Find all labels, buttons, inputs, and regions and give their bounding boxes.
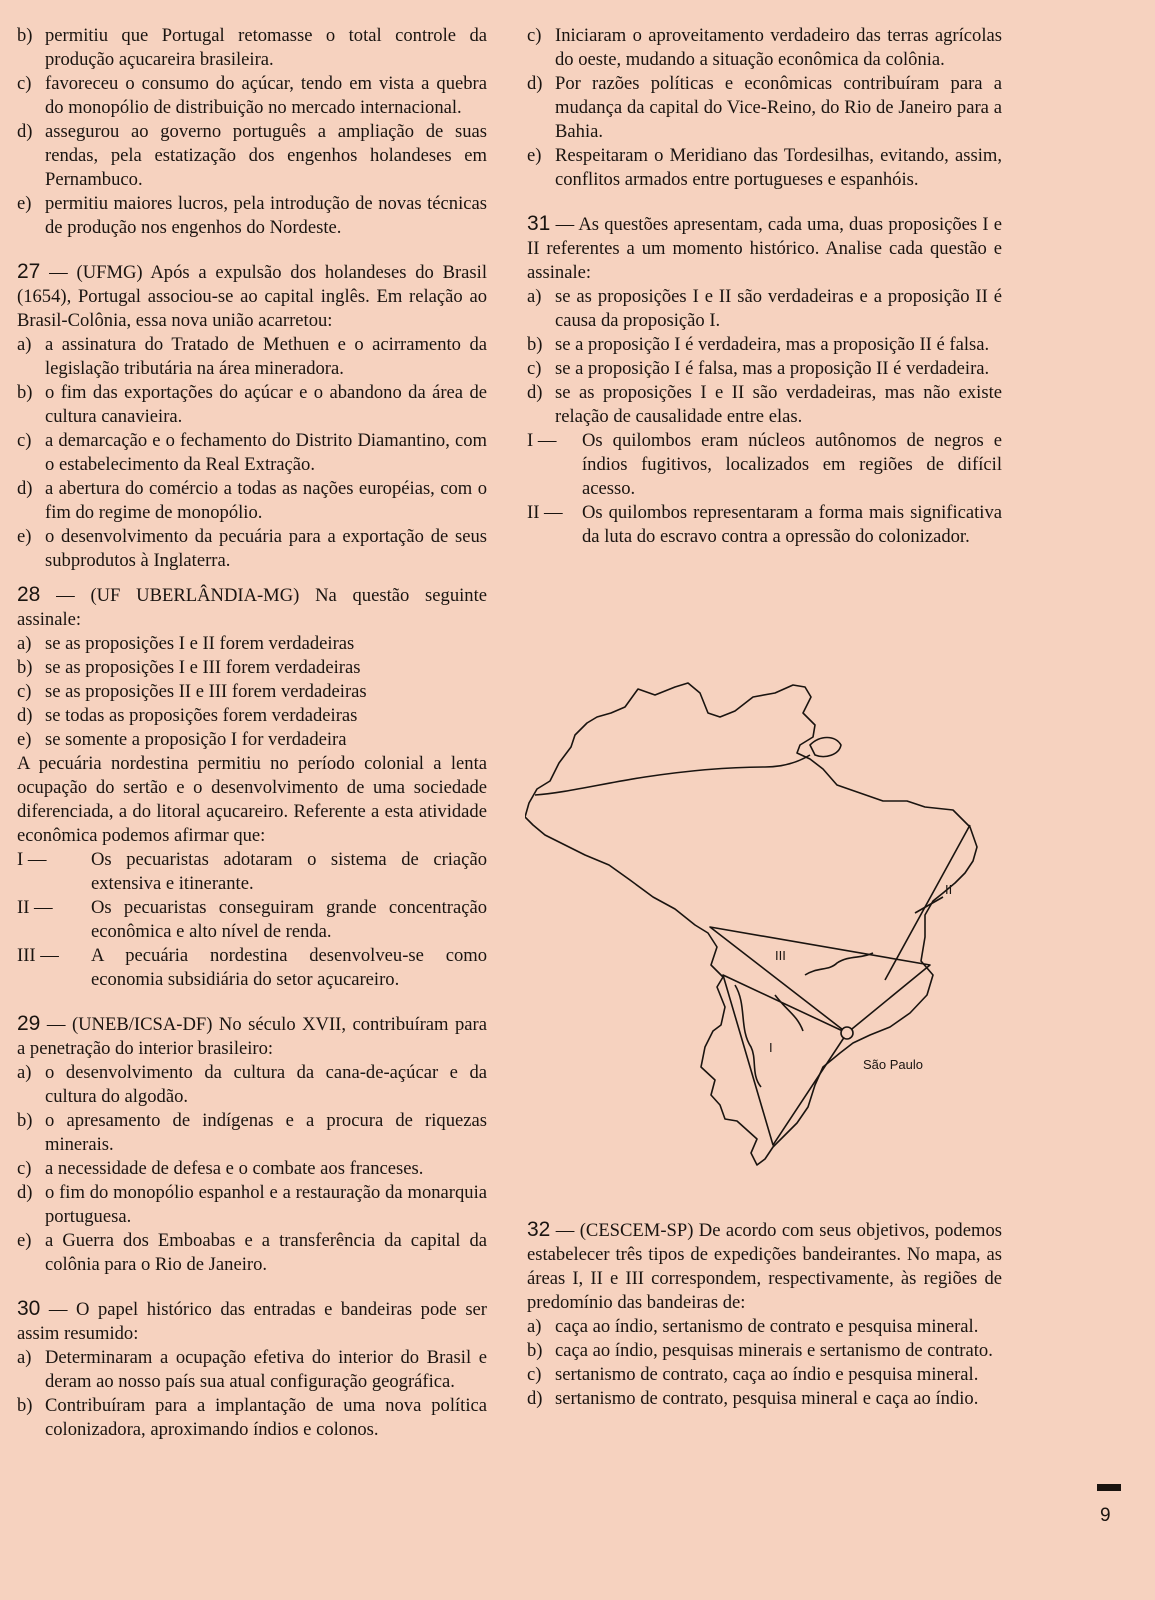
question-28 <box>17 583 487 992</box>
question-32 <box>527 1218 1002 1411</box>
marajo-island <box>810 738 841 757</box>
option: d) Por razões políticas e econômicas contribuíram para a mudança da capital do Vice-Reino, do Rio de Janeiro para a Bahia. <box>527 73 1002 142</box>
option: a) o desenvolvimento da cultura da cana-de-açúcar e da cultura do algodão. <box>17 1062 487 1107</box>
page-number-bar <box>1097 1484 1121 1491</box>
question-stem: 27 — (UFMG) Após a expulsão dos holandeses do Brasil (1654), Portugal associou-se ao capital inglês. Em relação ao Brasil-Colônia, essa nova união acarretou: <box>17 260 487 331</box>
option: c) Iniciaram o aproveitamento verdadeiro das terras agrícolas do oeste, mudando a situação econômica da colônia. <box>527 25 1002 70</box>
option: e) permitiu maiores lucros, pela introdução de novas técnicas de produção nos engenhos do Nordeste. <box>17 193 487 238</box>
region-label-I: I <box>769 1040 773 1055</box>
option: c) sertanismo de contrato, caça ao índio e pesquisa mineral. <box>527 1364 979 1385</box>
option: e) o desenvolvimento da pecuária para a exportação de seus subprodutos à Inglaterra. <box>17 526 487 571</box>
question-30 <box>17 1297 487 1442</box>
question-number: 30 <box>17 1297 41 1320</box>
option: b) permitiu que Portugal retomasse o total controle da produção açucareira brasileira. <box>17 25 487 70</box>
page-number: 9 <box>1100 1505 1111 1526</box>
right-column <box>527 24 1002 549</box>
option: e) a Guerra dos Emboabas e a transferência da capital da colônia para o Rio de Janeiro. <box>17 1230 487 1275</box>
option: d) a abertura do comércio a todas as nações européias, com o fim do regime de monopólio. <box>17 478 487 523</box>
proposition: II — Os quilombos representaram a forma mais significativa da luta do escravo contra a opressão do colonizador. <box>527 502 1002 547</box>
question-number: 32 <box>527 1218 551 1241</box>
question-intro: A pecuária nordestina permitiu no período colonial a lenta ocupação do sertão e o desenvolvimento de uma sociedade diferenciada, a do litoral açucareiro. Referente a esta atividade econômica podemos afirmar que: <box>17 753 487 846</box>
option: b) o apresamento de indígenas e a procura de riquezas minerais. <box>17 1110 487 1155</box>
question-29 <box>17 1012 487 1277</box>
proposition: III — A pecuária nordestina desenvolveu-se como economia subsidiária do setor açucareiro. <box>17 945 487 990</box>
option: a) caça ao índio, sertanismo de contrato e pesquisa mineral. <box>527 1316 979 1337</box>
option: e) Respeitaram o Meridiano das Tordesilhas, evitando, assim, conflitos armados entre portugueses e espanhóis. <box>527 145 1002 190</box>
option: a) Determinaram a ocupação efetiva do interior do Brasil e deram ao nosso país sua atual configuração geográfica. <box>17 1347 487 1392</box>
river-south <box>775 995 803 1031</box>
question-stem: 30 — O papel histórico das entradas e bandeiras pode ser assim resumido: <box>17 1297 487 1344</box>
question-27 <box>17 260 487 573</box>
option: c) se a proposição I é falsa, mas a proposição II é verdadeira. <box>527 358 990 379</box>
option: c) a necessidade de defesa e o combate aos franceses. <box>17 1158 424 1179</box>
option: b) se as proposições I e III forem verdadeiras <box>17 657 361 678</box>
option: b) o fim das exportações do açúcar e o abandono da área de cultura canavieira. <box>17 382 487 427</box>
option: c) favoreceu o consumo do açúcar, tendo em vista a quebra do monopólio de distribuição no mercado internacional. <box>17 73 487 118</box>
region-II-boundary <box>885 825 970 980</box>
bandeiras-map <box>525 675 995 1195</box>
region-label-II: II <box>945 882 953 897</box>
option: d) se as proposições I e II são verdadeiras, mas não existe relação de causalidade entre elas. <box>527 382 1002 427</box>
question-26-options <box>17 24 487 240</box>
option: c) se as proposições II e III forem verdadeiras <box>17 681 367 702</box>
question-number: 28 <box>17 583 41 606</box>
amazon-river <box>535 755 810 795</box>
question-number: 29 <box>17 1012 41 1035</box>
question-stem: 32 — (CESCEM-SP) De acordo com seus objetivos, podemos estabelecer três tipos de expedições bandeirantes. No mapa, as áreas I, II e III correspondem, respectivamente, às regiões de predomínio das bandeiras de: <box>527 1218 1002 1313</box>
question-stem: 31 — As questões apresentam, cada uma, duas proposições I e II referentes a um momento histórico. Analise cada questão e assinale: <box>527 212 1002 283</box>
option: c) a demarcação e o fechamento do Distrito Diamantino, com o estabelecimento da Real Extração. <box>17 430 487 475</box>
question-30-options-cont <box>527 24 1002 192</box>
option: a) a assinatura do Tratado de Methuen e o acirramento da legislação tributária na área mineradora. <box>17 334 487 379</box>
option: b) se a proposição I é verdadeira, mas a proposição II é falsa. <box>527 334 990 355</box>
question-stem: 29 — (UNEB/ICSA-DF) No século XVII, contribuíram para a penetração do interior brasileiro: <box>17 1012 487 1059</box>
option: d) se todas as proposições forem verdadeiras <box>17 705 358 726</box>
river-tiete <box>805 953 873 975</box>
sao-paulo-label: São Paulo <box>863 1057 923 1072</box>
option: b) Contribuíram para a implantação de uma nova política colonizadora, aproximando índios e colonos. <box>17 1395 487 1440</box>
option: b) caça ao índio, pesquisas minerais e sertanismo de contrato. <box>527 1340 993 1361</box>
option: e) se somente a proposição I for verdadeira <box>17 729 347 750</box>
option: a) se as proposições I e II são verdadeiras e a proposição II é causa da proposição I. <box>527 286 1002 331</box>
river-parana <box>735 985 761 1087</box>
region-label-III: III <box>775 948 786 963</box>
option: d) sertanismo de contrato, pesquisa mineral e caça ao índio. <box>527 1388 979 1409</box>
question-stem: 28 — (UF UBERLÂNDIA-MG) Na questão seguinte assinale: <box>17 583 487 630</box>
proposition: I — Os quilombos eram núcleos autônomos de negros e índios fugitivos, localizados em regiões de difícil acesso. <box>527 430 1002 499</box>
brazil-outline <box>525 683 977 1165</box>
option: d) o fim do monopólio espanhol e a restauração da monarquia portuguesa. <box>17 1182 487 1227</box>
question-number: 27 <box>17 260 41 283</box>
left-column <box>17 24 487 1442</box>
option: d) assegurou ao governo português a ampliação de suas rendas, pela estatização dos engenhos holandeses em Pernambuco. <box>17 121 487 190</box>
question-number: 31 <box>527 212 551 235</box>
proposition: I — Os pecuaristas adotaram o sistema de criação extensiva e itinerante. <box>17 849 487 894</box>
option: a) se as proposições I e II forem verdadeiras <box>17 633 355 654</box>
sao-paulo-marker <box>841 1027 853 1039</box>
question-31 <box>527 212 1002 549</box>
proposition: II — Os pecuaristas conseguiram grande concentração econômica e alto nível de renda. <box>17 897 487 942</box>
